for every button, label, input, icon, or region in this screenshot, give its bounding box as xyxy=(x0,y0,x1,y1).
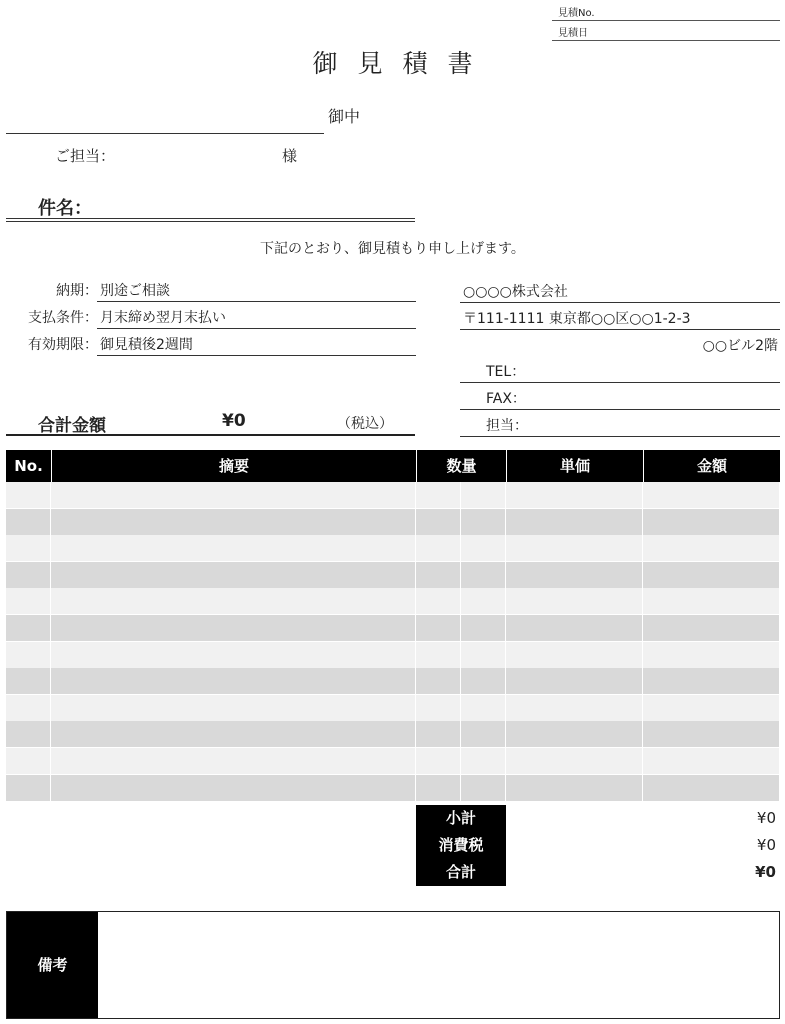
subject-label: 件名： xyxy=(38,198,92,219)
condition-value-field[interactable] xyxy=(97,303,416,329)
header-description: 摘要 xyxy=(51,450,416,482)
cell-description[interactable] xyxy=(51,562,416,588)
client-name-field[interactable] xyxy=(6,133,324,134)
intro-text: 下記のとおり、御見積もり申し上げます。 xyxy=(260,241,525,257)
condition-value: 月末締め翌月末払い xyxy=(100,310,226,326)
company-address-row xyxy=(460,303,780,330)
client-suffix: 御中 xyxy=(328,107,361,126)
cell-no[interactable] xyxy=(6,482,51,508)
cell-quantity[interactable] xyxy=(416,775,461,801)
cell-no[interactable] xyxy=(6,668,51,694)
cell-amount[interactable] xyxy=(643,642,780,668)
cell-description[interactable] xyxy=(51,721,416,747)
total-amount-value: ¥0 xyxy=(222,411,246,431)
condition-value: 御見積後2週間 xyxy=(100,337,193,353)
cell-quantity-unit[interactable] xyxy=(461,775,506,801)
cell-quantity[interactable] xyxy=(416,695,461,721)
cell-unit-price[interactable] xyxy=(506,721,643,747)
cell-description[interactable] xyxy=(51,642,416,668)
cell-unit-price[interactable] xyxy=(506,668,643,694)
condition-row-delivery xyxy=(6,276,416,302)
subtotal-label: 小計 xyxy=(416,805,506,832)
cell-no[interactable] xyxy=(6,748,51,774)
cell-quantity[interactable] xyxy=(416,748,461,774)
table-row xyxy=(6,562,780,588)
document-title: 御見積書 xyxy=(312,49,493,78)
cell-description[interactable] xyxy=(51,775,416,801)
cell-quantity[interactable] xyxy=(416,721,461,747)
condition-label: 納期： xyxy=(56,283,98,299)
estimate-date-field[interactable] xyxy=(552,21,780,41)
cell-quantity[interactable] xyxy=(416,642,461,668)
cell-quantity[interactable] xyxy=(416,615,461,641)
company-name-row xyxy=(460,276,780,303)
cell-quantity-unit[interactable] xyxy=(461,535,506,561)
cell-quantity-unit[interactable] xyxy=(461,482,506,508)
cell-unit-price[interactable] xyxy=(506,695,643,721)
cell-unit-price[interactable] xyxy=(506,642,643,668)
cell-amount[interactable] xyxy=(643,535,780,561)
cell-description[interactable] xyxy=(51,668,416,694)
cell-amount[interactable] xyxy=(643,615,780,641)
cell-description[interactable] xyxy=(51,695,416,721)
cell-quantity-unit[interactable] xyxy=(461,642,506,668)
company-address: 〒111-1111 東京都○○区○○1-2-3 xyxy=(463,311,691,327)
total-amount-label: 合計金額 xyxy=(38,416,106,436)
remarks-label: 備考 xyxy=(7,912,98,1018)
cell-description[interactable] xyxy=(51,615,416,641)
company-tel-row[interactable] xyxy=(460,356,780,383)
cell-amount[interactable] xyxy=(643,721,780,747)
cell-amount[interactable] xyxy=(643,775,780,801)
fax-label: FAX： xyxy=(486,391,526,407)
table-row xyxy=(6,509,780,535)
table-row xyxy=(6,668,780,694)
contact-label: ご担当： xyxy=(55,147,116,165)
condition-row-payment xyxy=(6,303,416,329)
cell-quantity[interactable] xyxy=(416,562,461,588)
tel-label: TEL： xyxy=(486,364,526,380)
cell-amount[interactable] xyxy=(643,509,780,535)
company-fax-row[interactable] xyxy=(460,383,780,410)
table-row xyxy=(6,482,780,508)
consumption-tax-value: ¥0 xyxy=(756,836,776,854)
cell-amount[interactable] xyxy=(643,668,780,694)
table-row xyxy=(6,642,780,668)
cell-no[interactable] xyxy=(6,562,51,588)
cell-description[interactable] xyxy=(51,482,416,508)
cell-unit-price[interactable] xyxy=(506,535,643,561)
grand-total-value: ¥0 xyxy=(755,863,776,881)
company-building: ○○ビル2階 xyxy=(702,338,778,354)
cell-no[interactable] xyxy=(6,615,51,641)
remarks-box[interactable] xyxy=(6,911,780,1019)
cell-quantity-unit[interactable] xyxy=(461,509,506,535)
cell-amount[interactable] xyxy=(643,748,780,774)
cell-no[interactable] xyxy=(6,509,51,535)
cell-quantity-unit[interactable] xyxy=(461,615,506,641)
table-row xyxy=(6,748,780,774)
cell-no[interactable] xyxy=(6,642,51,668)
condition-value-field[interactable] xyxy=(97,276,416,302)
header-unit-price: 単価 xyxy=(506,450,643,482)
estimate-date-label: 見積日 xyxy=(558,28,588,39)
cell-unit-price[interactable] xyxy=(506,775,643,801)
cell-quantity-unit[interactable] xyxy=(461,695,506,721)
header-quantity: 数量 xyxy=(416,450,506,482)
cell-description[interactable] xyxy=(51,509,416,535)
cell-description[interactable] xyxy=(51,588,416,614)
cell-unit-price[interactable] xyxy=(506,615,643,641)
cell-quantity[interactable] xyxy=(416,668,461,694)
company-building-row xyxy=(460,330,780,356)
cell-quantity-unit[interactable] xyxy=(461,748,506,774)
table-row xyxy=(6,535,780,561)
subtotal-value: ¥0 xyxy=(756,809,776,827)
cell-no[interactable] xyxy=(6,588,51,614)
estimate-no-label: 見積No. xyxy=(558,8,595,19)
condition-label: 支払条件： xyxy=(28,310,98,326)
cell-quantity[interactable] xyxy=(416,482,461,508)
table-row xyxy=(6,588,780,614)
cell-no[interactable] xyxy=(6,775,51,801)
table-row xyxy=(6,695,780,721)
estimate-no-field[interactable] xyxy=(552,1,780,21)
cell-no[interactable] xyxy=(6,535,51,561)
cell-unit-price[interactable] xyxy=(506,748,643,774)
cell-description[interactable] xyxy=(51,748,416,774)
cell-amount[interactable] xyxy=(643,482,780,508)
cell-description[interactable] xyxy=(51,535,416,561)
header-no: No. xyxy=(6,450,51,482)
cell-no[interactable] xyxy=(6,721,51,747)
cell-unit-price[interactable] xyxy=(506,562,643,588)
company-name: ○○○○株式会社 xyxy=(463,284,568,300)
cell-quantity[interactable] xyxy=(416,509,461,535)
cell-unit-price[interactable] xyxy=(506,509,643,535)
staff-label: 担当： xyxy=(486,418,528,434)
condition-row-validity xyxy=(6,330,416,356)
total-underline xyxy=(6,434,415,436)
subject-field[interactable] xyxy=(6,218,415,222)
cell-quantity-unit[interactable] xyxy=(461,588,506,614)
cell-unit-price[interactable] xyxy=(506,482,643,508)
cell-amount[interactable] xyxy=(643,562,780,588)
tax-included-note: （税込） xyxy=(337,416,393,432)
condition-value: 別途ご相談 xyxy=(100,283,170,299)
table-row xyxy=(6,775,780,801)
cell-quantity-unit[interactable] xyxy=(461,668,506,694)
contact-honorific: 様 xyxy=(282,147,298,165)
cell-quantity-unit[interactable] xyxy=(461,721,506,747)
condition-value-field[interactable] xyxy=(97,330,416,356)
condition-label: 有効期限： xyxy=(28,337,98,353)
cell-quantity-unit[interactable] xyxy=(461,562,506,588)
company-staff-row[interactable] xyxy=(460,410,780,437)
header-amount: 金額 xyxy=(643,450,780,482)
cell-quantity[interactable] xyxy=(416,535,461,561)
grand-total-label: 合計 xyxy=(416,859,506,886)
table-row xyxy=(6,615,780,641)
cell-amount[interactable] xyxy=(643,695,780,721)
cell-amount[interactable] xyxy=(643,588,780,614)
cell-unit-price[interactable] xyxy=(506,588,643,614)
cell-no[interactable] xyxy=(6,695,51,721)
cell-quantity[interactable] xyxy=(416,588,461,614)
table-row xyxy=(6,721,780,747)
consumption-tax-label: 消費税 xyxy=(416,832,506,859)
